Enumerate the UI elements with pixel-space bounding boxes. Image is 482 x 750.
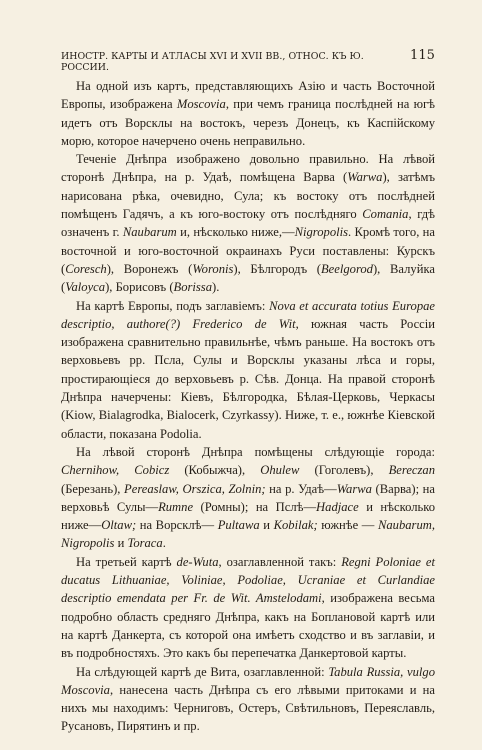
text-run: На слѣдующей картѣ де Вита, озаглавленной: xyxy=(76,664,329,679)
italic-text: Tabula Russia, vulgo Moscovia xyxy=(61,664,435,697)
italic-text: Nigropolis xyxy=(294,225,349,240)
text-run: на р. Удаѣ— xyxy=(265,481,337,496)
paragraph xyxy=(61,297,435,443)
paragraph xyxy=(61,77,435,150)
italic-text: Nova et accurata totius Europae descriptio, authore(?) Frederico de Wit xyxy=(61,298,435,331)
text-run: . xyxy=(162,536,166,551)
text-run: ), Валуйка ( xyxy=(61,261,435,295)
italic-text: Valoyca xyxy=(65,280,106,295)
italic-text: Coresch xyxy=(65,261,107,276)
running-title: ИНОСТР. КАРТЫ И АТЛАСЫ XVI И XVII ВВ., ОТНОС. КЪ Ю. РОССИИ. xyxy=(61,51,364,73)
paragraph xyxy=(61,150,435,296)
text-run: , нанесена часть Днѣпра съ его лѣвыми притоками и на нихъ мы находимъ: Черниговъ, Остеръ, Свѣтильновъ, Переяславль, Русановъ, Пирятинъ и пр. xyxy=(61,682,435,734)
italic-text: Pereaslaw, Orszica, Zolnin; xyxy=(124,481,266,496)
text-run: ), Бѣлгородъ ( xyxy=(233,261,321,276)
body-text xyxy=(61,77,435,736)
italic-text: Comania xyxy=(362,207,409,222)
text-run: На одной изъ картъ, представляющихъ Азію и часть Восточной Европы, изображена xyxy=(61,79,435,112)
italic-text: Bereczan xyxy=(388,463,435,478)
text-run: , озаглавленной такъ: xyxy=(218,554,342,569)
running-header xyxy=(61,48,435,73)
text-run: ). xyxy=(212,280,220,295)
text-run: ), Борисовъ ( xyxy=(105,280,174,295)
text-run: , гдѣ означенъ г. xyxy=(61,207,435,240)
italic-text: Moscovia xyxy=(176,97,226,112)
italic-text: Kobilak; xyxy=(273,518,318,533)
italic-text: Pultawa xyxy=(217,518,260,533)
italic-text: Rumne xyxy=(158,499,194,514)
text-run: ), затѣмъ нарисована рѣка, очевидно, Сула; къ востоку отъ послѣдней помѣщенъ Гадячъ, а къ юго-востоку отъ послѣдняго xyxy=(61,170,436,222)
page-number: 115 xyxy=(410,48,435,63)
text-run: На картѣ Европы, подъ заглавіемъ: xyxy=(76,298,270,313)
paragraph xyxy=(61,443,435,553)
italic-text: Beelgorod xyxy=(320,261,373,276)
text-run: , изображена весьма подробно область средняго Днѣпра, какъ на Боплановой картѣ или на картѣ Данкерта, съ которой она имѣетъ сходство и въ заглавіи, и въ подробностяхъ. Это какъ бы перепечатка Данкертовой карты. xyxy=(61,591,435,661)
italic-text: Oltaw; xyxy=(101,518,137,533)
italic-text: Ohulew xyxy=(260,463,300,478)
text-run: , при чемъ граница послѣдней на югѣ идетъ отъ Ворсклы на востокъ, черезъ Донецъ, къ Каспійскому морю, которое начерчено очень неправильно. xyxy=(61,97,435,148)
text-run: На лѣвой сторонѣ Днѣпра помѣщены слѣдующіе города: xyxy=(76,444,435,459)
italic-text: Naubarum xyxy=(122,225,177,240)
italic-text: Regni Poloniae et ducatus Lithuaniae, Voliniae, Podoliae, Ucraniae et Curlandiae descriptio emendata per Fr. de Wit. Amstelodami xyxy=(61,554,435,606)
text-run: и нѣсколько ниже— xyxy=(61,499,436,533)
text-run: и xyxy=(259,518,274,533)
text-run: и xyxy=(114,536,128,551)
text-run: (Ромны); на Пслѣ— xyxy=(193,499,317,514)
italic-text: Borissa xyxy=(173,280,213,295)
text-run: на Ворсклѣ— xyxy=(136,518,218,533)
italic-text: Hadjace xyxy=(316,499,359,514)
text-run: . Кромѣ того, на восточной и юго-восточной окраинахъ Руси поставлены: Курскъ ( xyxy=(61,225,436,276)
text-run: (Кобыжча), xyxy=(169,463,261,478)
text-run: (Березань), xyxy=(61,481,125,496)
italic-text: Naubarum, Nigropolis xyxy=(61,518,435,551)
italic-text: de-Wuta xyxy=(176,554,219,569)
text-run: , южная часть Россіи изображена сравнительно правильнѣе, чѣмъ раньше. На востокъ отъ верховьевъ рр. Псла, Сулы и Ворсклы указаны лѣса и горы, простирающіеся до верховьевъ р. Сѣв. Донца. На правой сторонѣ Днѣпра начерчены: Кіевъ, Бѣлгородка, Бѣлая-Церковь, Черкасы (Kiow, Bialagrodka, Bialocerk, Czyrkassy). Ниже, т. е., южнѣе Кіевской области, показана Podolia. xyxy=(61,316,435,441)
paragraph xyxy=(61,663,435,736)
italic-text: Warwa xyxy=(336,481,372,496)
paragraph xyxy=(61,553,435,663)
text-run: На третьей картѣ xyxy=(76,554,177,569)
italic-text: Chernihow, Cobicz xyxy=(61,463,170,478)
text-run: ), Воронежъ ( xyxy=(106,261,193,276)
italic-text: Toraca xyxy=(127,536,163,551)
text-run: (Варва); на верховьѣ Сулы— xyxy=(61,481,435,514)
text-run: и, нѣсколько ниже,— xyxy=(176,225,295,240)
text-run: (Гоголевъ), xyxy=(299,463,389,478)
italic-text: Woronis xyxy=(192,261,234,276)
text-run: Теченіе Днѣпра изображено довольно правильно. На лѣвой сторонѣ Днѣпра, на р. Удаѣ, помѣщена Варва ( xyxy=(61,152,435,185)
italic-text: Warwa xyxy=(347,170,383,185)
text-run: южнѣе — xyxy=(317,518,378,533)
